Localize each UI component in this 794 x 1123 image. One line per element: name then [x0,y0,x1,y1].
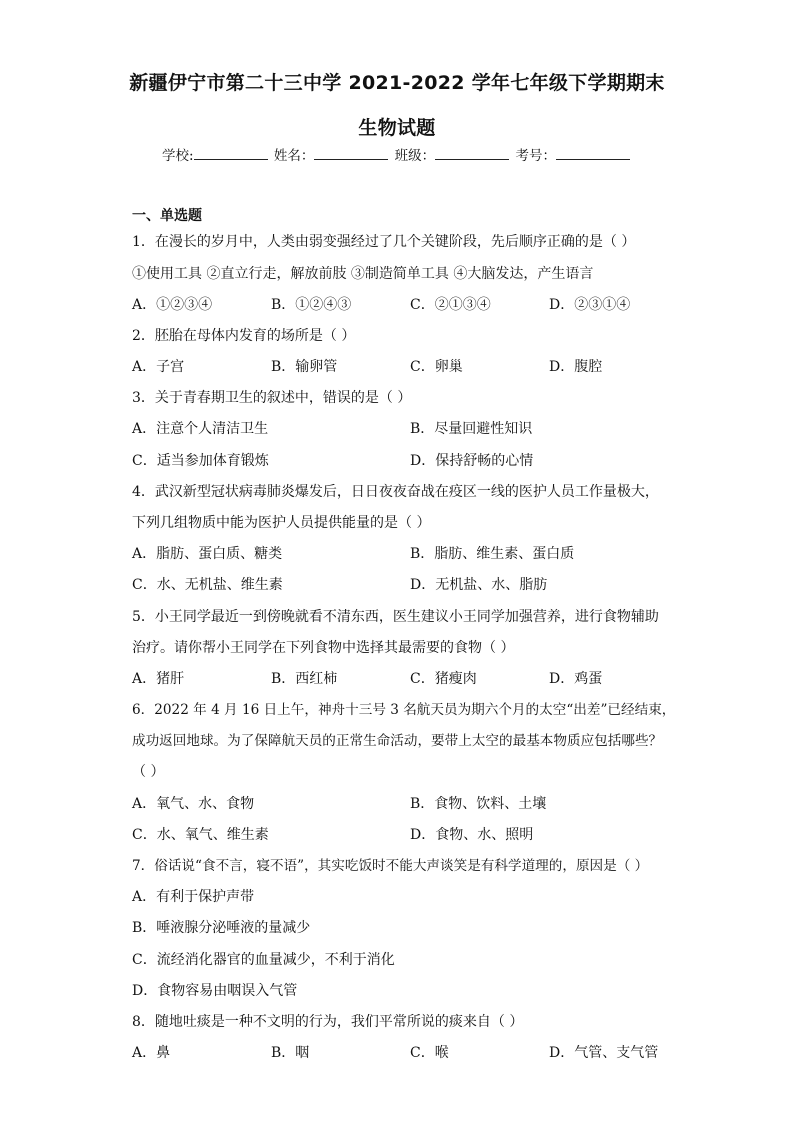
question-1-option-d[interactable]: D．②③①④ [549,297,631,313]
question-5-option-d[interactable]: D．鸡蛋 [549,671,603,687]
question-6-stem-line1: 6．2022 年 4 月 16 日上午，神舟十三号 3 名航天员为期六个月的太空“出差”已经结束， [132,702,676,718]
question-5-stem-line1: 5．小王同学最近一到傍晚就看不清东西，医生建议小王同学加强营养，进行食物辅助 [132,609,659,625]
question-1-items: ①使用工具 ②直立行走，解放前肢 ③制造简单工具 ④大脑发达，产生语言 [132,266,594,282]
question-7-option-a[interactable]: A．有利于保护声带 [132,889,255,905]
question-4-stem-line1: 4．武汉新型冠状病毒肺炎爆发后，日日夜夜奋战在疫区一线的医护人员工作量极大， [132,484,659,500]
question-8-stem: 8．随地吐痰是一种不文明的行为，我们平常所说的痰来自（ ） [132,1014,524,1030]
exam-title-line2: 生物试题 [358,117,436,139]
question-1-option-a[interactable]: A．①②③④ [132,297,213,313]
question-6-stem-line3: （ ） [132,764,165,780]
class-label: 班级： [394,148,436,164]
question-8-option-d[interactable]: D．气管、支气管 [549,1045,659,1061]
question-7-option-b[interactable]: B．唾液腺分泌唾液的量减少 [132,920,311,936]
question-5-option-b[interactable]: B．西红柿 [271,671,338,687]
question-6-option-a[interactable]: A．氧气、水、食物 [132,796,255,812]
question-1-option-b[interactable]: B．①②④③ [271,297,352,313]
question-2-stem: 2．胚胎在母体内发育的场所是（ ） [132,328,356,344]
name-label: 姓名： [273,148,315,164]
question-7-option-c[interactable]: C．流经消化器官的血量减少，不利于消化 [132,952,395,968]
school-blank[interactable] [194,145,268,160]
question-2-option-a[interactable]: A．子宫 [132,359,185,375]
question-4-option-c[interactable]: C．水、无机盐、维生素 [132,577,283,593]
question-5-option-c[interactable]: C．猪瘦肉 [410,671,477,687]
question-4-stem-line2: 下列几组物质中能为医护人员提供能量的是（ ） [132,515,431,531]
question-5-option-a[interactable]: A．猪肝 [132,671,185,687]
question-8-option-b[interactable]: B．咽 [271,1045,310,1061]
question-3-option-d[interactable]: D．保持舒畅的心情 [410,453,534,469]
question-5-stem-line2: 治疗。请你帮小王同学在下列食物中选择其最需要的食物（ ） [132,640,515,656]
exam-title-line1: 新疆伊宁市第二十三中学 2021-2022 学年七年级下学期期末 [129,72,665,94]
section-heading: 一、单选题 [132,208,202,224]
question-3-option-c[interactable]: C．适当参加体育锻炼 [132,453,269,469]
question-6-stem-line2: 成功返回地球。为了保障航天员的正常生命活动，要带上太空的最基本物质应包括哪些？ [132,733,663,749]
student-info-row [0,144,794,164]
number-blank[interactable] [556,145,630,160]
question-3-option-a[interactable]: A．注意个人清洁卫生 [132,421,269,437]
question-1-option-c[interactable]: C．②①③④ [410,297,491,313]
question-1-stem: 1．在漫长的岁月中，人类由弱变强经过了几个关键阶段，先后顺序正确的是（ ） [132,234,636,250]
question-2-option-c[interactable]: C．卵巢 [410,359,463,375]
question-4-option-d[interactable]: D．无机盐、水、脂肪 [410,577,548,593]
question-7-stem: 7．俗话说“食不言，寝不语”，其实吃饭时不能大声谈笑是有科学道理的，原因是（ ） [132,858,649,874]
number-label: 考号： [515,148,556,164]
question-6-option-b[interactable]: B．食物、饮料、土壤 [410,796,547,812]
name-blank[interactable] [314,145,388,160]
question-6-option-d[interactable]: D．食物、水、照明 [410,827,534,843]
school-label: 学校: [162,148,194,164]
question-4-option-b[interactable]: B．脂肪、维生素、蛋白质 [410,546,575,562]
question-3-option-b[interactable]: B．尽量回避性知识 [410,421,533,437]
question-6-option-c[interactable]: C．水、氧气、维生素 [132,827,269,843]
question-2-option-d[interactable]: D．腹腔 [549,359,603,375]
question-3-stem: 3．关于青春期卫生的叙述中，错误的是（ ） [132,390,412,406]
question-8-option-c[interactable]: C．喉 [410,1045,449,1061]
question-2-option-b[interactable]: B．输卵管 [271,359,338,375]
question-4-option-a[interactable]: A．脂肪、蛋白质、糖类 [132,546,283,562]
class-blank[interactable] [435,145,509,160]
question-8-option-a[interactable]: A．鼻 [132,1045,171,1061]
question-7-option-d[interactable]: D．食物容易由咽误入气管 [132,983,298,999]
